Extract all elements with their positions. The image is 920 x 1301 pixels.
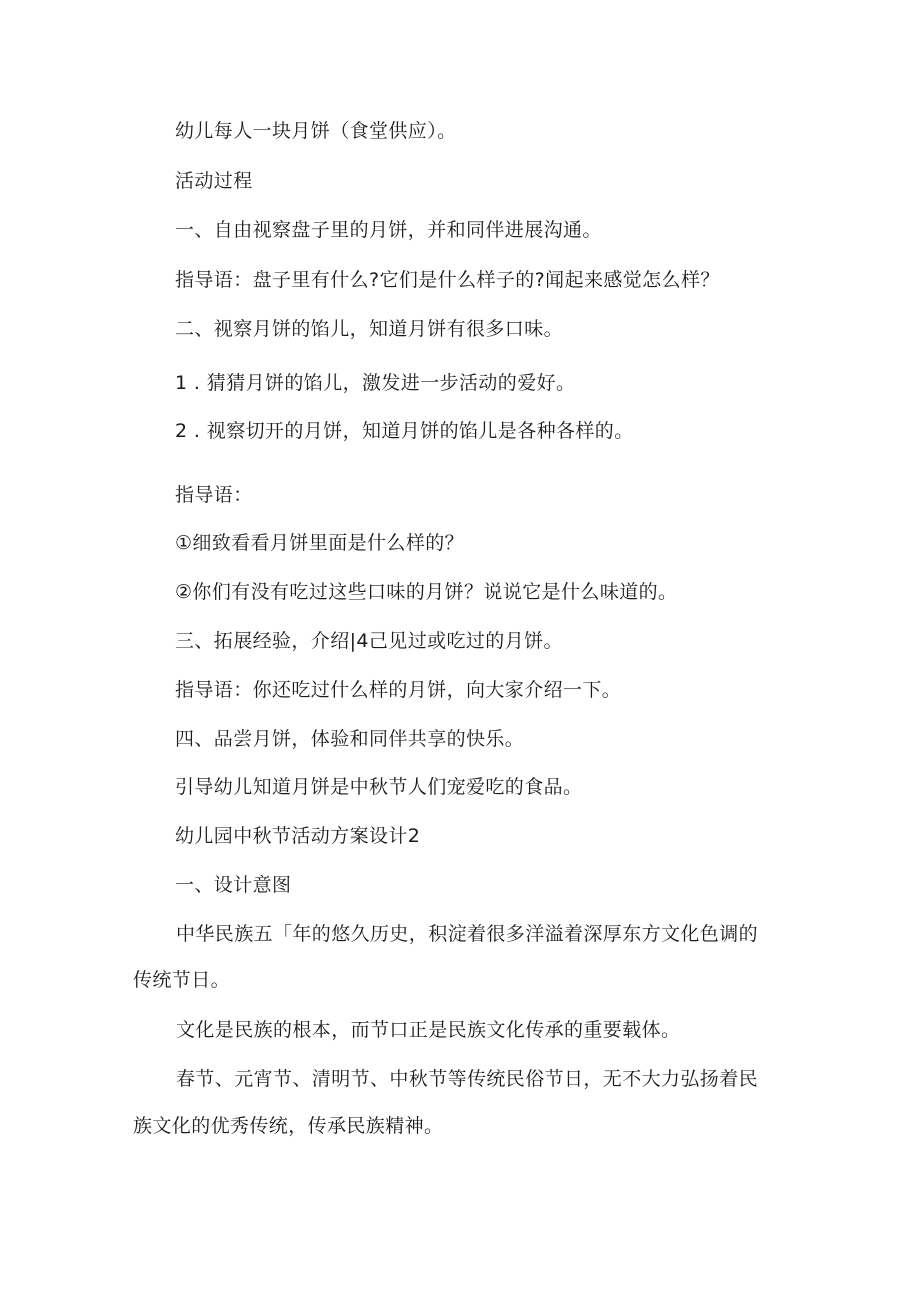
section-heading-design-intent: 一、设计意图 [175, 874, 292, 896]
step-one: 一、自由视察盘子里的月饼，并和同伴进展沟通。 [175, 219, 602, 241]
step-two: 二、视察月饼的馅儿，知道月饼有很多口味。 [175, 318, 564, 340]
paragraph-one-line-two: 传统节日。 [133, 969, 231, 991]
paragraph-three-line-two: 族文化的优秀传统，传承民族精神。 [133, 1115, 444, 1137]
conclusion-line: 引导幼儿知道月饼是中秋节人们宠爱吃的食品。 [175, 776, 583, 798]
text-line-materials: 幼儿每人一块月饼（食堂供应）。 [175, 120, 457, 142]
guidance-three: 指导语：你还吃过什么样的月饼，向大家介绍一下。 [175, 679, 622, 701]
step-four: 四、品尝月饼，体验和同伴共享的快乐。 [175, 728, 525, 750]
paragraph-two: 文化是民族的根本，而节口正是民族文化传承的重要载体。 [176, 1019, 681, 1041]
step-three: 三、拓展经验，介绍|4己见过或吃过的月饼。 [175, 630, 563, 652]
substep-one: 1 . 猜猜月饼的馅儿，激发进一步活动的爱好。 [175, 372, 576, 394]
substep-two: 2 . 视察切开的月饼，知道月饼的馅儿是各种各样的。 [175, 420, 634, 442]
guidance-one: 指导语：盘子里有什么?它们是什么样子的?闻起来感觉怎么样？ [175, 269, 720, 291]
paragraph-one-line-one: 中华民族五「年的悠久历史，积淀着很多洋溢着深厚东方文化色调的 [176, 923, 759, 945]
heading-activity-process: 活动过程 [175, 170, 253, 192]
section-title: 幼儿园中秋节活动方案设计2 [175, 825, 421, 847]
guidance-question-two: ②你们有没有吃过这些口味的月饼？说说它是什么味道的。 [175, 581, 678, 603]
guidance-question-one: ①细致看看月饼里面是什么样的？ [175, 532, 465, 554]
paragraph-three-line-one: 春节、元宵节、清明节、中秋节等传统民俗节日，无不大力弘扬着民 [176, 1068, 759, 1090]
guidance-label: 指导语： [175, 484, 253, 506]
